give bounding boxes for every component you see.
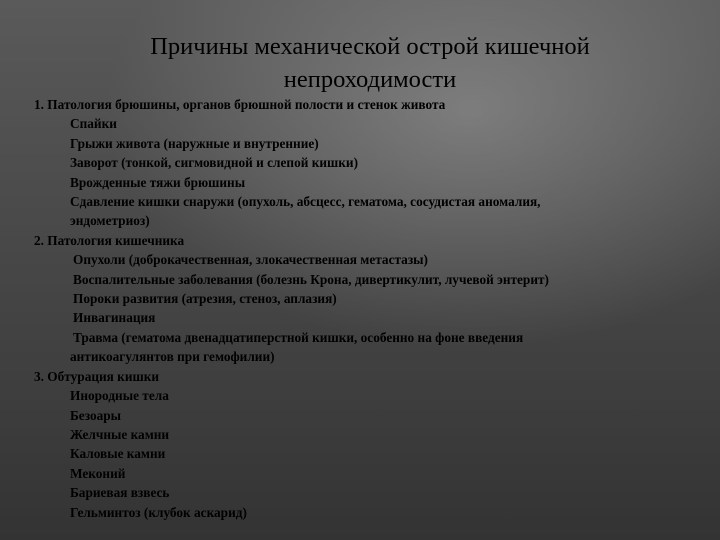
list-item: Пороки развития (атрезия, стеноз, аплазия) <box>73 291 337 307</box>
list-item: Гельминтоз (клубок аскарид) <box>70 504 247 520</box>
section-heading-1: 1. Патология брюшины, органов брюшной полости и стенок живота <box>34 97 446 112</box>
title-line-2: непроходимости <box>283 66 457 93</box>
list-item: Опухоли (доброкачественная, злокачественная метастазы) <box>73 252 428 268</box>
list-item: Безоары <box>70 407 122 423</box>
list-item-continuation: антикоагулянтов при гемофилии) <box>70 349 275 365</box>
section-heading-2: 2. Патология кишечника <box>34 232 185 248</box>
list-item: Инвагинация <box>73 310 156 326</box>
list-item: Травма (гематома двенадцатиперстной кишки, особенно на фоне введения <box>73 329 524 345</box>
list-item: Бариевая взвесь <box>70 485 170 501</box>
list-item: Врожденные тяжи брюшины <box>70 174 246 190</box>
list-item: Воспалительные заболевания (болезнь Крона, дивертикулит, лучевой энтерит) <box>73 271 549 287</box>
list-item: Спайки <box>70 116 117 132</box>
list-item: Инородные тела <box>70 388 169 404</box>
title-line-1: Причины механической острой кишечной <box>150 33 590 60</box>
slide-body <box>34 95 694 522</box>
list-item: Сдавление кишки снаружи (опухоль, абсцесс, гематома, сосудистая аномалия, <box>70 194 541 210</box>
list-item: Желчные камни <box>70 426 170 442</box>
list-item: Меконий <box>70 465 126 481</box>
slide-title <box>70 30 670 96</box>
list-item-continuation: эндометриоз) <box>70 213 150 229</box>
list-item: Заворот (тонкой, сигмовидной и слепой кишки) <box>70 155 358 171</box>
list-item: Грыжи живота (наружные и внутренние) <box>70 135 319 151</box>
list-item: Каловые камни <box>70 446 166 462</box>
section-heading-3: 3. Обтурация кишки <box>34 368 160 384</box>
